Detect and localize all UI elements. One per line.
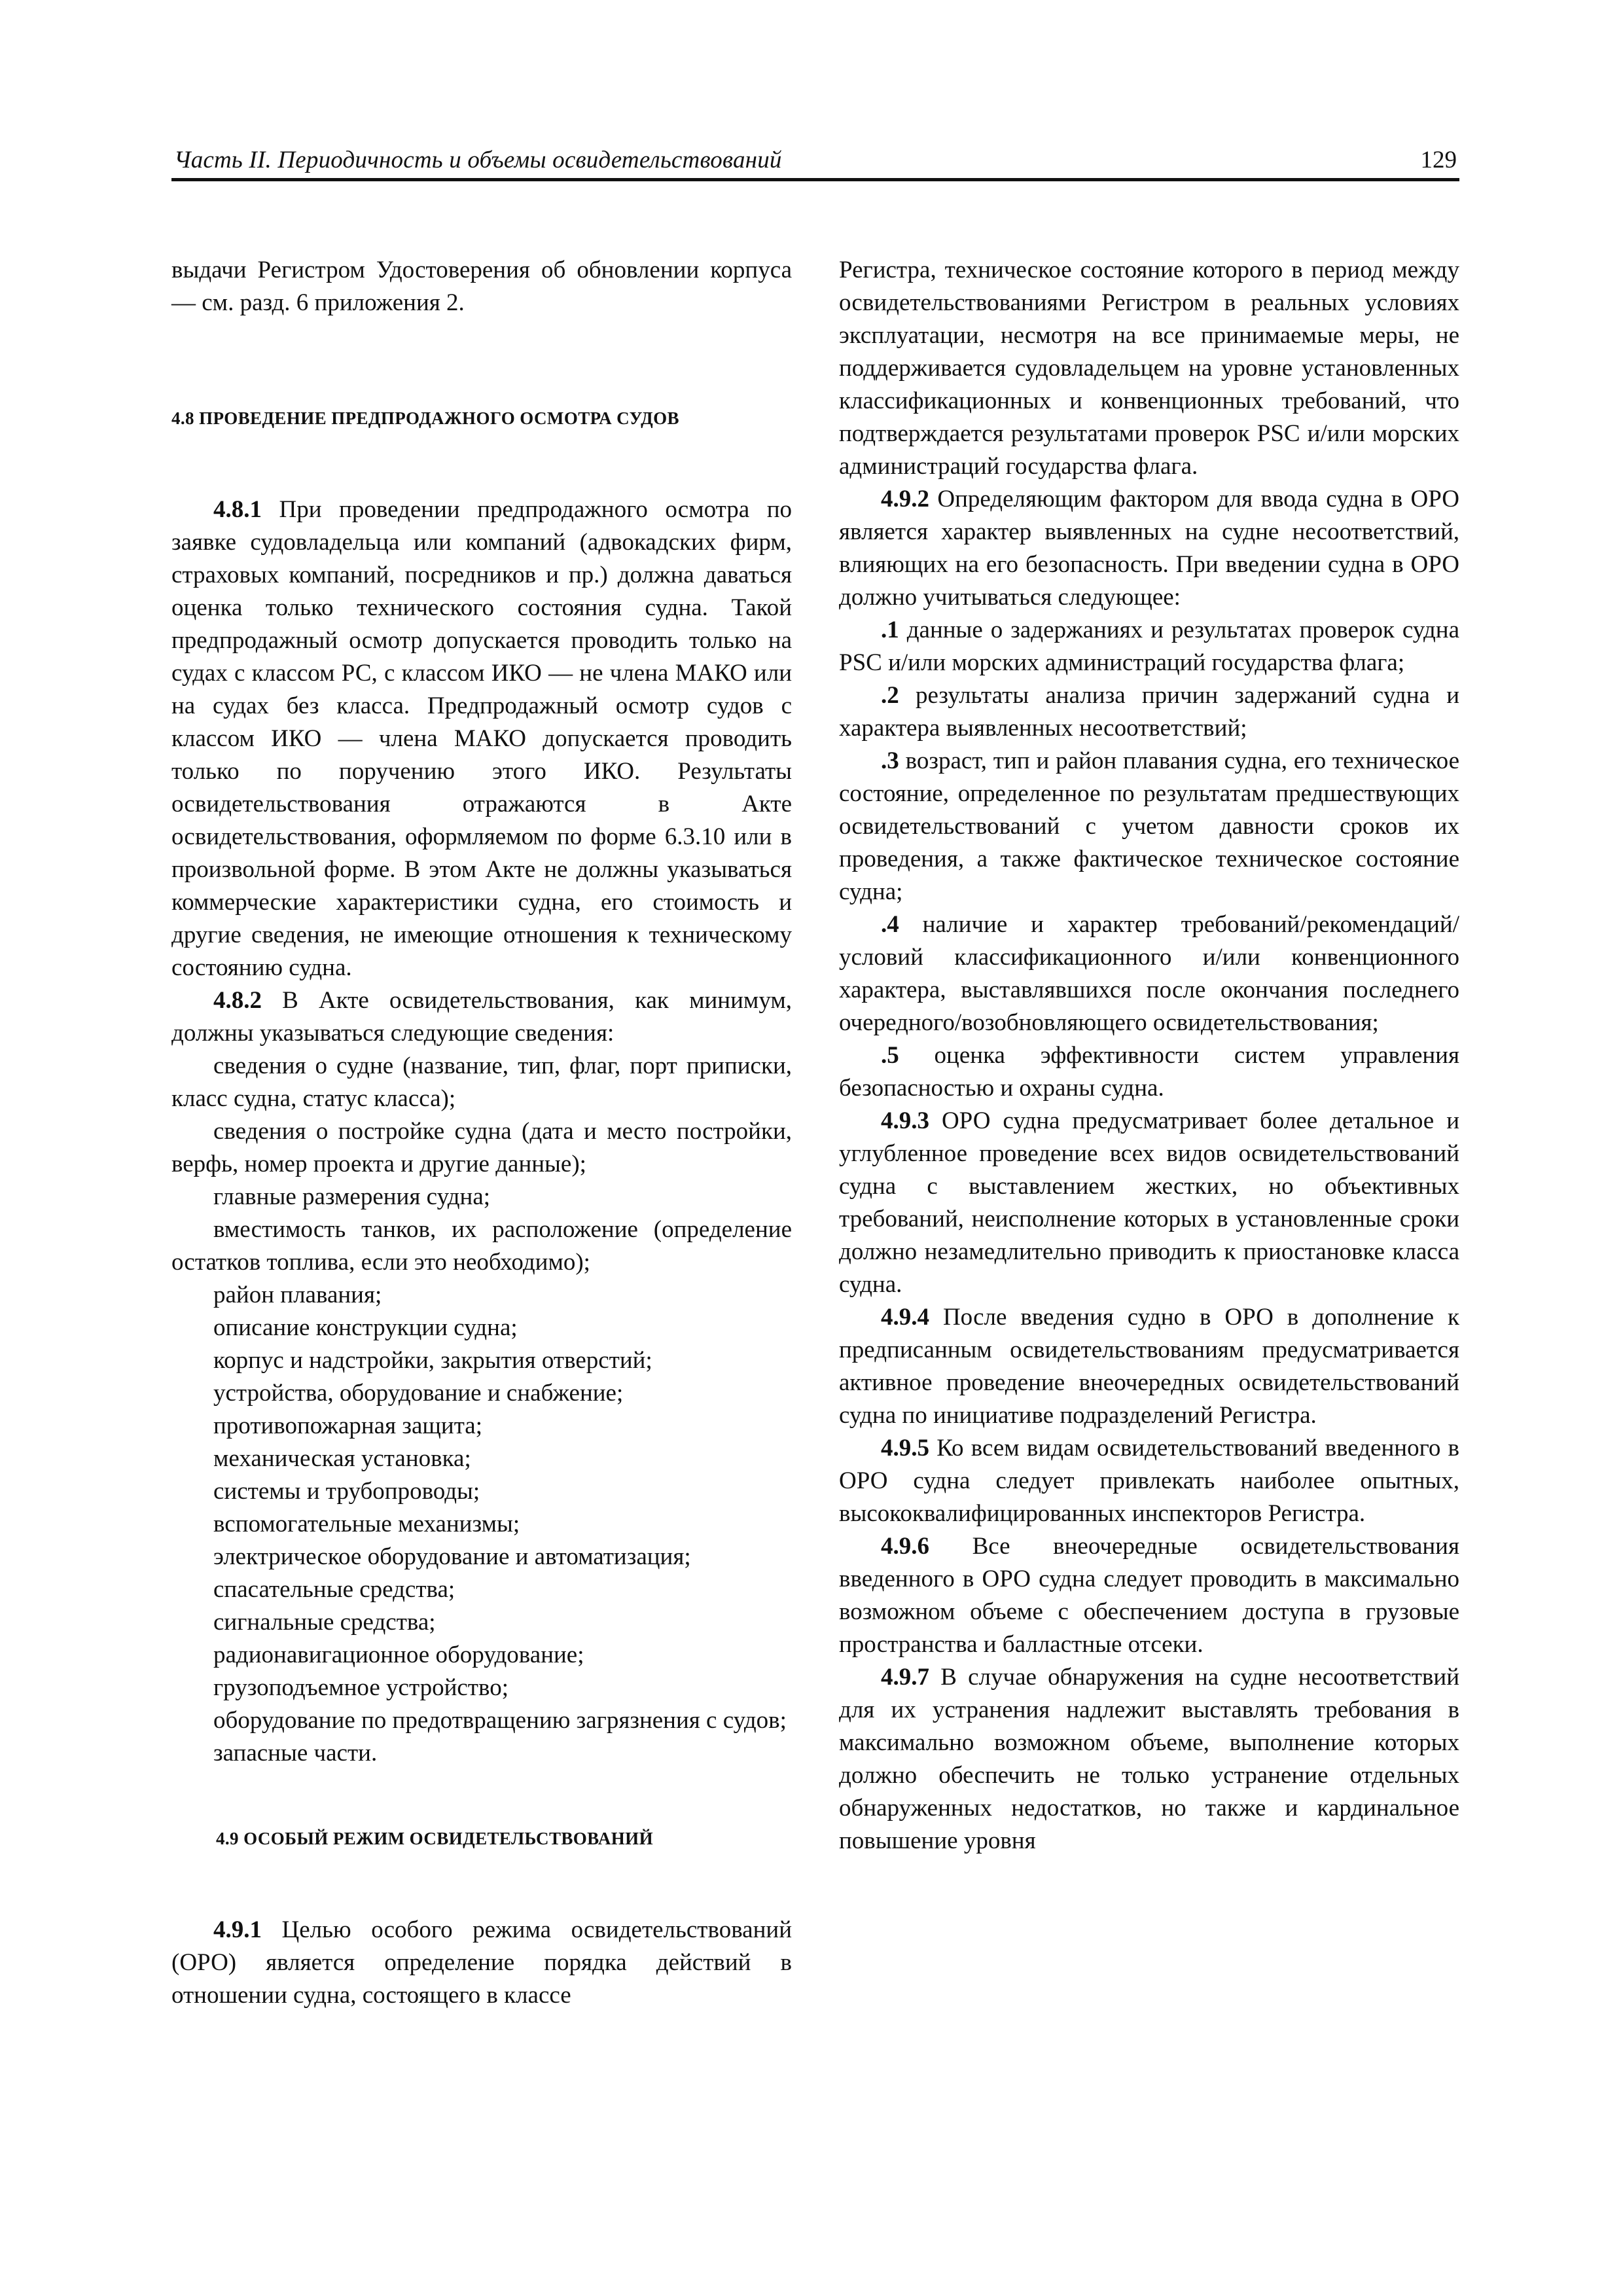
- paragraph-number: 4.9.4: [881, 1304, 929, 1331]
- sub-item-text: данные о задержаниях и результатах проверок судна PSC и/или морских администраций государства флага;: [839, 617, 1459, 676]
- paragraph-text: Целью особого режима освидетельствований (ОРО) является определение порядка действий в отношении судна, состоящего в классе: [171, 1916, 792, 2009]
- sub-item-number: .2: [881, 682, 899, 709]
- running-title: Часть II. Периодичность и объемы освидетельствований: [174, 147, 782, 173]
- paragraph-text: Определяющим фактором для ввода судна в ОРО является характер выявленных на судне несоответствий, влияющих на его безопасность. При введении судна в ОРО должно учитываться следующее:: [839, 486, 1459, 611]
- paragraph-4-9-6: [839, 1530, 1459, 1661]
- list-item: спасательные средства;: [213, 1576, 455, 1603]
- list-item: электрическое оборудование и автоматизация;: [213, 1543, 691, 1570]
- paragraph-text: При проведении предпродажного осмотра по заявке судовладельца или компаний (адвокадских фирм, страховых компаний, посредников и пр.) должна даваться оценка только технического состояния судна. Такой предпродажный осмотр допускается проводить только на судах с классом РС, с классом ИКО — не члена МАКО или на судах без класса. Предпродажный осмотр судов с классом ИКО — члена МАКО допускается проводить только по поручению этого ИКО. Результаты освидетельствования отражаются в Акте освидетельствования, оформляемом по форме 6.3.10 или в произвольной форме. В этом Акте не должны указываться коммерческие характеристики судна, его стоимость и другие сведения, не имеющие отношения к техническому состоянию судна.: [171, 496, 792, 981]
- page-header: [171, 136, 1459, 181]
- sub-item-4: [839, 908, 1459, 1039]
- list-item: вспомогательные механизмы;: [213, 1511, 520, 1537]
- list-item: сведения о постройке судна (дата и место постройки, верфь, номер проекта и другие данные);: [171, 1118, 792, 1177]
- paragraph-number: 4.9.1: [213, 1916, 262, 1943]
- sub-item-5: [839, 1039, 1459, 1105]
- paragraph-4-9-7: [839, 1661, 1459, 1857]
- paragraph-number: 4.9.3: [881, 1107, 929, 1134]
- sub-item-2: [839, 679, 1459, 745]
- paragraph-4-9-1: [171, 1914, 792, 2012]
- list-item: противопожарная защита;: [213, 1412, 483, 1439]
- list-item: системы и трубопроводы;: [213, 1478, 480, 1505]
- list-item: главные размерения судна;: [213, 1183, 491, 1210]
- list-item: вместимость танков, их расположение (определение остатков топлива, если это необходимо);: [171, 1216, 792, 1276]
- sub-item-number: .4: [881, 911, 899, 938]
- paragraph-text: Ко всем видам освидетельствований введенного в ОРО судна следует привлекать наиболее опытных, высококвалифицированных инспекторов Регистра.: [839, 1435, 1459, 1527]
- right-column: [839, 254, 1459, 1857]
- list-item: грузоподъемное устройство;: [213, 1674, 508, 1701]
- paragraph-4-9-5: [839, 1432, 1459, 1530]
- list-item: оборудование по предотвращению загрязнения с судов;: [213, 1707, 787, 1734]
- list-item: механическая установка;: [213, 1445, 471, 1472]
- paragraph-4-9-3: [839, 1105, 1459, 1301]
- paragraph-4-9-2: [839, 483, 1459, 614]
- paragraph-text: В случае обнаружения на судне несоответствий для их устранения надлежит выставлять требования в максимально возможном объеме, выполнение которых должно обеспечить не только устранение отдельных обнаруженных недостатков, но также и кардинальное повышение уровня: [839, 1664, 1459, 1854]
- paragraph-number: 4.9.5: [881, 1435, 929, 1462]
- sub-item-text: наличие и характер требований/рекомендаций/условий классификационного и/или конвенционного характера, выставлявшихся после окончания последнего очередного/возобновляющего освидетельствования;: [839, 911, 1459, 1036]
- paragraph-number: 4.9.6: [881, 1533, 929, 1560]
- list-item: сигнальные средства;: [213, 1609, 436, 1636]
- section-4-9-heading: 4.9 ОСОБЫЙ РЕЖИМ ОСВИДЕТЕЛЬСТВОВАНИЙ: [216, 1829, 653, 1848]
- paragraph-text: ОРО судна предусматривает более детальное и углубленное проведение всех видов освидетельствований судна с выставлением жестких, но объективных требований, неисполнение которых в установленные сроки должно незамедлительно приводить к приостановке класса судна.: [839, 1107, 1459, 1298]
- paragraph-4-9-4: [839, 1301, 1459, 1432]
- list-item: сведения о судне (название, тип, флаг, порт приписки, класс судна, статус класса);: [171, 1052, 792, 1112]
- sub-item-text: результаты анализа причин задержаний судна и характера выявленных несоответствий;: [839, 682, 1459, 742]
- section-4-8-heading: 4.8 ПРОВЕДЕНИЕ ПРЕДПРОДАЖНОГО ОСМОТРА СУДОВ: [171, 408, 679, 428]
- sub-item-number: .5: [881, 1042, 899, 1069]
- sub-item-text: оценка эффективности систем управления безопасностью и охраны судна.: [839, 1042, 1459, 1102]
- sub-item-3: [839, 745, 1459, 908]
- paragraph-text: После введения судно в ОРО в дополнение к предписанным освидетельствованиям предусматривается активное проведение внеочередных освидетельствований судна по инициативе подразделений Регистра.: [839, 1304, 1459, 1429]
- sub-item-1: [839, 614, 1459, 679]
- paragraph-4-8-1: [171, 493, 792, 984]
- page-number: 129: [1420, 147, 1457, 173]
- paragraph-4-8-2: [171, 984, 792, 1050]
- list-item: запасные части.: [213, 1740, 378, 1767]
- paragraph-number: 4.9.2: [881, 486, 929, 512]
- left-column: [171, 254, 792, 2012]
- sub-item-number: .3: [881, 747, 899, 774]
- list-item: корпус и надстройки, закрытия отверстий;: [213, 1347, 652, 1374]
- list-item: описание конструкции судна;: [213, 1314, 518, 1341]
- paragraph-text: В Акте освидетельствования, как минимум, должны указываться следующие сведения:: [171, 987, 792, 1047]
- sub-item-text: возраст, тип и район плавания судна, его техническое состояние, определенное по результатам предшествующих освидетельствований с учетом давности сроков их проведения, а также фактическое техническое состояние судна;: [839, 747, 1459, 905]
- intro-paragraph: выдачи Регистром Удостоверения об обновлении корпуса — см. разд. 6 приложения 2.: [171, 257, 792, 316]
- list-item: район плавания;: [213, 1282, 382, 1308]
- sub-item-number: .1: [881, 617, 899, 643]
- continued-paragraph: Регистра, техническое состояние которого в период между освидетельствованиями Регистром в реальных условиях эксплуатации, несмотря на все принимаемые меры, не поддерживается судовладельцем на уровне установленных классификационных и конвенционных требований, что подтверждается результатами проверок PSC и/или морских администраций государства флага.: [839, 257, 1459, 480]
- list-item: устройства, оборудование и снабжение;: [213, 1380, 624, 1407]
- paragraph-number: 4.8.1: [213, 496, 262, 523]
- paragraph-text: Все внеочередные освидетельствования введенного в ОРО судна следует проводить в максимально возможном объеме с обеспечением доступа в грузовые пространства и балластные отсеки.: [839, 1533, 1459, 1658]
- paragraph-number: 4.9.7: [881, 1664, 929, 1691]
- list-item: радионавигационное оборудование;: [213, 1641, 584, 1668]
- paragraph-number: 4.8.2: [213, 987, 262, 1014]
